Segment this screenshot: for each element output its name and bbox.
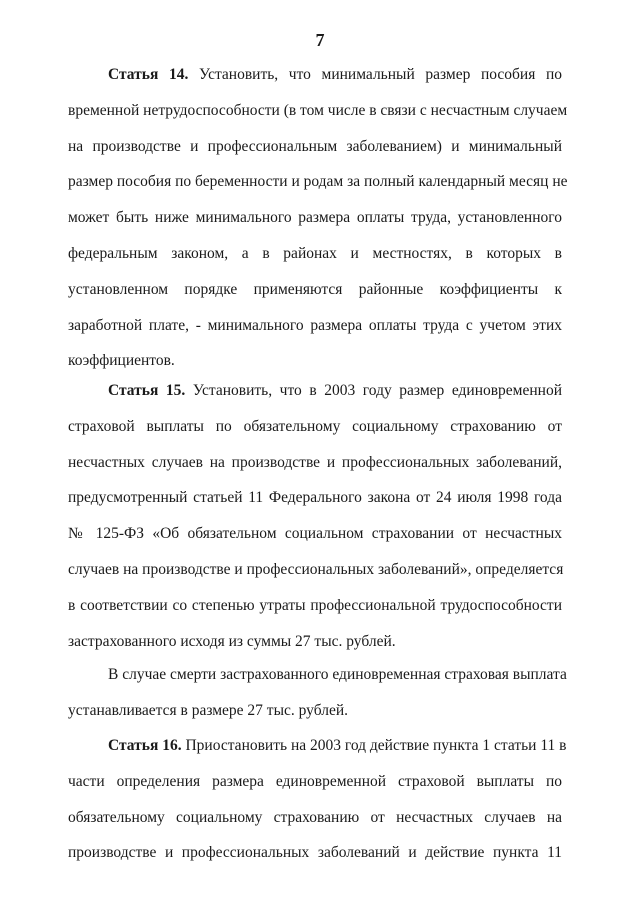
text-line: в соответствии со степенью утраты профессиональной трудоспособности	[68, 596, 562, 614]
text-line: временной нетрудоспособности (в том числе в связи с несчастным случаем	[68, 101, 568, 119]
article-heading: Статья 15.	[108, 382, 186, 399]
article-16-paragraph	[68, 728, 567, 871]
text-line	[68, 57, 562, 93]
text-line: несчастных случаев на производстве и профессиональных заболеваний,	[68, 453, 562, 471]
text-line: размер пособия по беременности и родам за полный календарный месяц не	[68, 173, 568, 191]
page-number: 7	[315, 30, 325, 50]
text-line: установленном порядке применяются районные коэффициенты к	[68, 280, 562, 298]
article-heading: Статья 16.	[108, 737, 182, 754]
text-line: предусмотренный статьей 11 Федерального закона от 24 июля 1998 года	[68, 489, 562, 507]
death-payment-paragraph	[68, 657, 567, 729]
text-line: обязательному социальному страхованию от несчастных случаев на	[68, 808, 562, 826]
text-line: страховой выплаты по обязательному социальному страхованию от	[68, 417, 562, 435]
text-line: на производстве и профессиональным заболеванием) и минимальный	[68, 137, 562, 155]
line-segment: Установить, что в 2003 году размер единовременной	[192, 382, 563, 399]
text-line: коэффициентов.	[68, 352, 175, 370]
text-line: федеральным законом, а в районах и местностях, в которых в	[68, 244, 562, 262]
article-15-paragraph	[68, 373, 562, 659]
text-line: № 125-ФЗ «Об обязательном социальном страховании от несчастных	[68, 525, 562, 543]
text-line: В случае смерти застрахованного единовременная страховая выплата	[108, 666, 567, 683]
text-line: застрахованного исходя из суммы 27 тыс. рублей.	[68, 632, 396, 650]
text-line: устанавливается в размере 27 тыс. рублей.	[68, 701, 348, 719]
line-segment: Приостановить на 2003 год действие пункта 1 статьи 11 в	[185, 737, 567, 754]
text-line: части определения размера единовременной страховой выплаты по	[68, 772, 562, 790]
text-line	[68, 728, 567, 764]
text-line: производстве и профессиональных заболеваний и действие пункта 11	[68, 844, 562, 862]
text-line: заработной плате, - минимального размера оплаты труда с учетом этих	[68, 316, 562, 334]
text-line	[68, 373, 562, 409]
text-line: случаев на производстве и профессиональных заболеваний», определяется	[68, 560, 564, 578]
article-heading: Статья 14.	[108, 66, 189, 83]
line-segment: Установить, что минимальный размер пособия по	[198, 66, 563, 83]
article-14-paragraph	[68, 57, 568, 379]
text-line: может быть ниже минимального размера оплаты труда, установленного	[68, 209, 562, 227]
